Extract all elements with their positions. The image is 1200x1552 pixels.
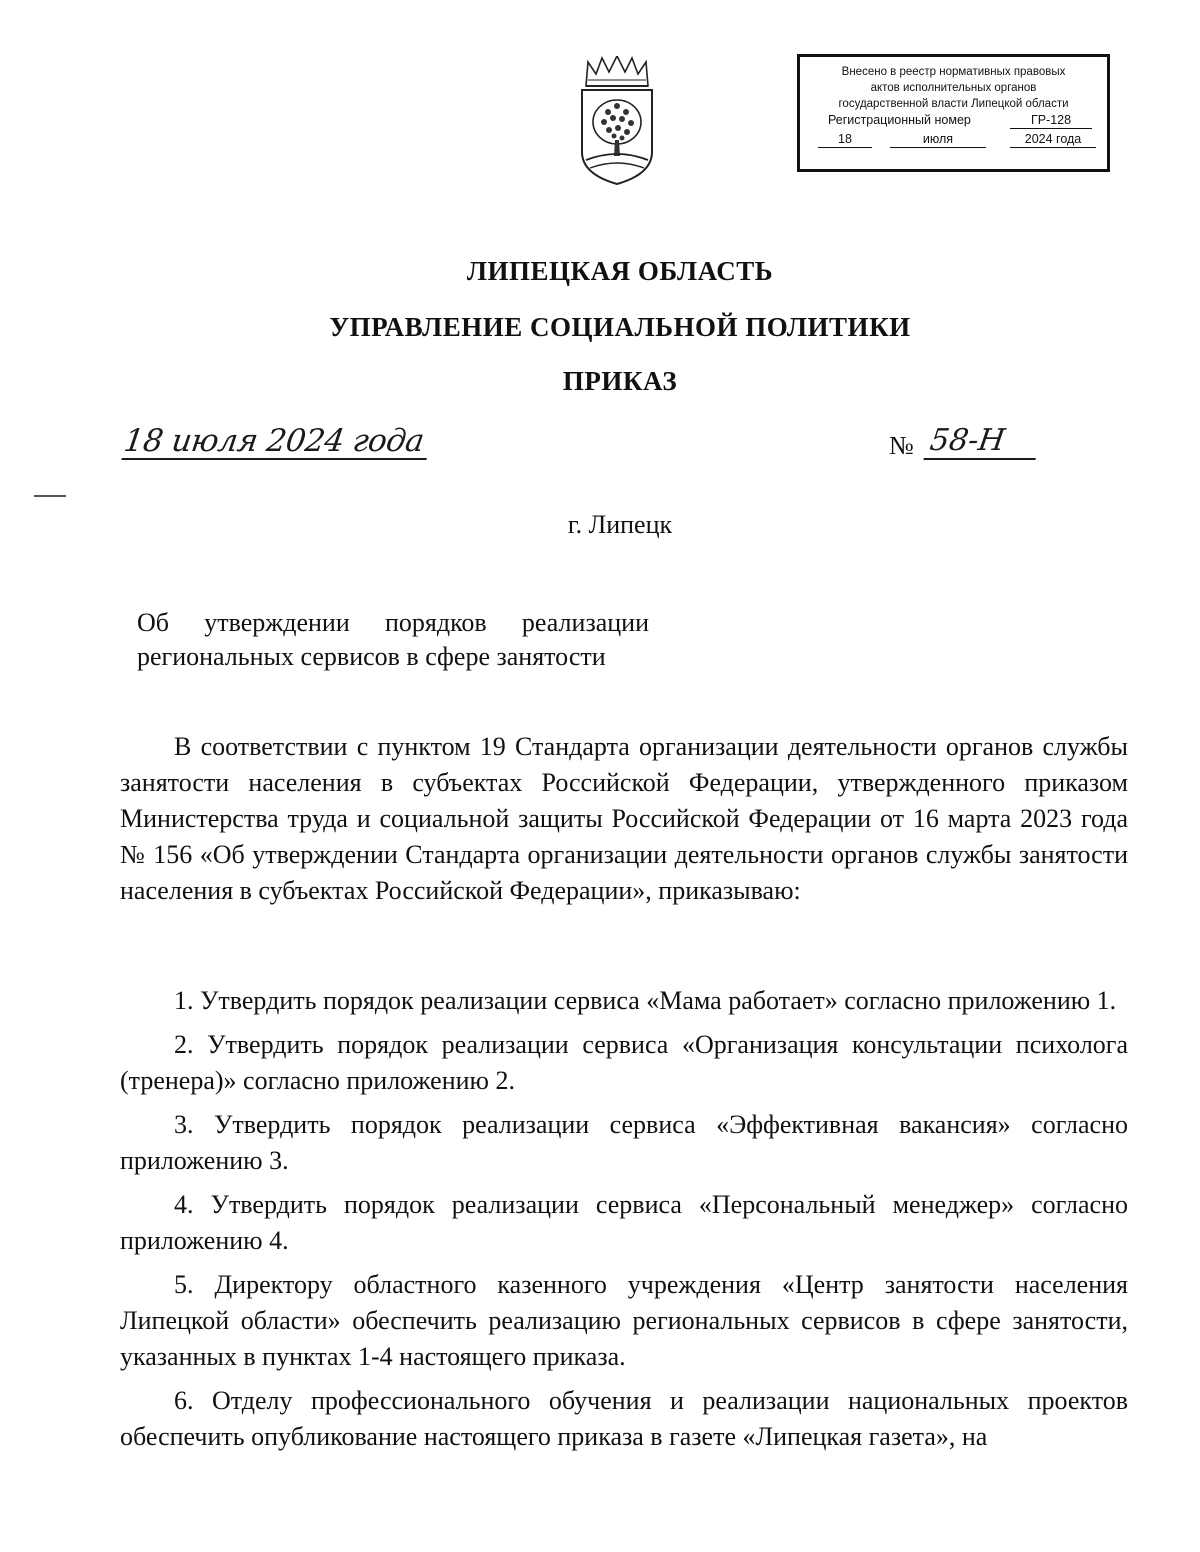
- order-item: 5. Директору областного казенного учреждения «Центр занятости населения Липецкой области» обеспечить реализацию региональных сервисов в сфере занятости, указанных в пунктах 1-4 настоящего приказа.: [120, 1270, 1128, 1371]
- margin-mark: [34, 495, 66, 497]
- preamble-block: [120, 729, 1128, 909]
- order-item: 2. Утвердить порядок реализации сервиса «Организация консультации психолога (тренера)» согласно приложению 2.: [120, 1030, 1128, 1095]
- stamp-day: 18: [818, 131, 872, 148]
- order-item: 1. Утвердить порядок реализации сервиса «Мама работает» согласно приложению 1.: [174, 986, 1117, 1015]
- subject-line-1: Об утверждении порядков реализации: [137, 608, 649, 637]
- order-number-label: №: [889, 431, 914, 460]
- coat-of-arms-icon: [578, 56, 656, 186]
- region-title: ЛИПЕЦКАЯ ОБЛАСТЬ: [466, 256, 774, 286]
- stamp-month: июля: [890, 131, 986, 148]
- order-item: 6. Отделу профессионального обучения и реализации национальных проектов обеспечить опубликование настоящего приказа в газете «Липецкая газета», на: [120, 1386, 1128, 1451]
- order-item: 4. Утвердить порядок реализации сервиса «Персональный менеджер» согласно приложению 4.: [120, 1190, 1128, 1255]
- order-items: [120, 983, 1128, 1463]
- document-type-title: ПРИКАЗ: [562, 366, 678, 396]
- stamp-line-2: актов исполнительных органов: [870, 82, 1037, 94]
- order-subject: [137, 606, 649, 674]
- stamp-line-3: государственной власти Липецкой области: [838, 98, 1069, 110]
- order-date-handwritten: 18 июля 2024 года: [121, 424, 431, 460]
- registry-stamp: [797, 54, 1110, 172]
- stamp-date-row: [800, 131, 1107, 150]
- stamp-year: 2024 года: [1010, 131, 1096, 148]
- preamble-paragraph: В соответствии с пунктом 19 Стандарта организации деятельности органов службы занятости населения в субъектах Российской Федерации, утвержденного приказом Министерства труда и социальной защиты Российской Федерации от 16 марта 2023 года № 156 «Об утверждении Стандарта организации деятельности органов службы занятости населения в субъектах Российской Федерации», приказываю:: [120, 732, 1128, 905]
- order-number-handwritten: 58-Н: [923, 424, 1040, 460]
- stamp-reg-row: [800, 112, 1107, 131]
- order-city: г. Липецк: [567, 510, 673, 539]
- department-title: УПРАВЛЕНИЕ СОЦИАЛЬНОЙ ПОЛИТИКИ: [329, 312, 911, 342]
- subject-line-2: региональных сервисов в сфере занятости: [137, 642, 606, 671]
- order-item: 3. Утвердить порядок реализации сервиса «Эффективная вакансия» согласно приложению 3.: [120, 1110, 1128, 1175]
- stamp-reg-number: ГР-128: [1010, 112, 1092, 129]
- stamp-reg-label: Регистрационный номер: [828, 113, 971, 127]
- stamp-line-1: Внесено в реестр нормативных правовых: [841, 66, 1066, 78]
